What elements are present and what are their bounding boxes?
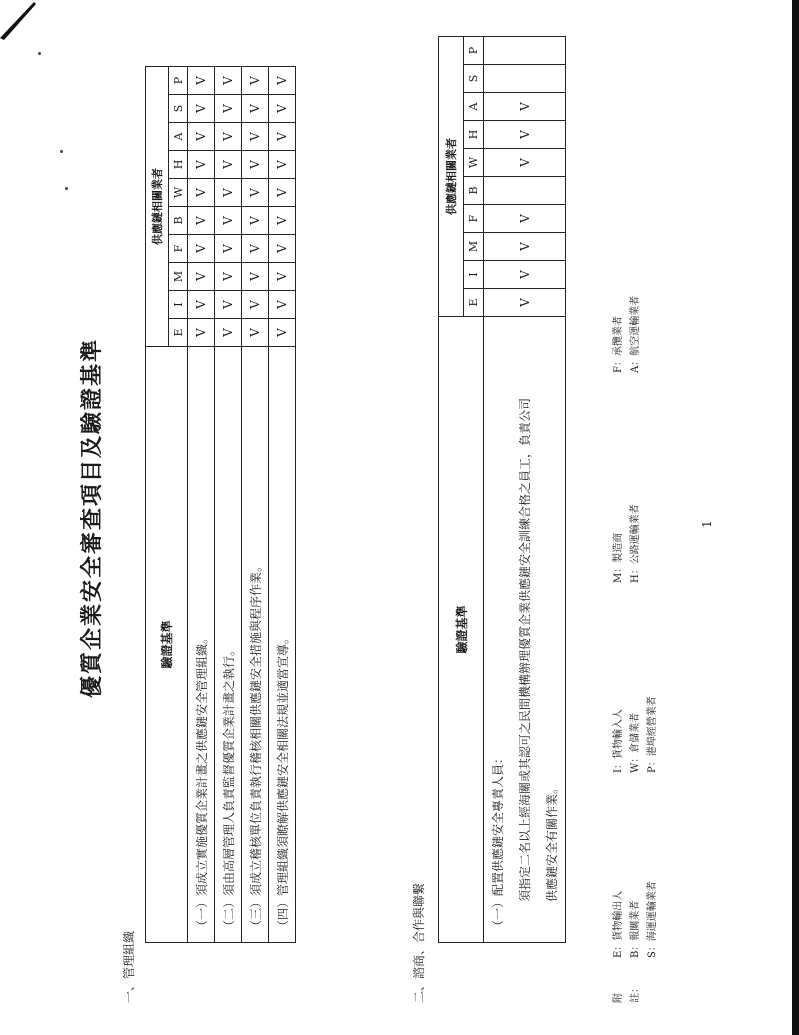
group-header: 供應鏈相關業者 — [145, 66, 168, 346]
column-header-w: W — [168, 178, 187, 206]
group-header: 供應鏈相關業者 — [438, 36, 463, 316]
table-row — [187, 66, 214, 942]
check-cell: V — [214, 122, 241, 150]
check-cell: V — [187, 318, 214, 346]
note-item: B：報關業者 — [629, 900, 641, 958]
check-cell: V — [483, 288, 565, 316]
column-header-e: E — [168, 318, 187, 346]
criterion-text: （三）須成立稽核單位負責執行稽核相關供應鏈安全措施與程序作業。 — [241, 346, 268, 942]
column-header-i: I — [463, 260, 483, 288]
check-cell: V — [483, 204, 565, 232]
check-cell: V — [214, 318, 241, 346]
note-item: M：製造商 — [612, 532, 624, 583]
note-item: E：貨物輸出人 — [612, 890, 624, 958]
page-title: 優質企業安全審查項目及驗證基準 — [78, 337, 105, 698]
page-number: 1 — [699, 519, 714, 528]
column-header-m: M — [463, 232, 483, 260]
check-cell: V — [483, 120, 565, 148]
column-header-w: W — [463, 148, 483, 176]
table-row — [241, 66, 268, 942]
check-cell: V — [268, 262, 295, 290]
criteria-header: 驗證基準 — [145, 346, 187, 942]
check-cell: V — [214, 290, 241, 318]
check-cell: V — [241, 150, 268, 178]
section2-table — [438, 36, 566, 943]
column-header-a: A — [463, 92, 483, 120]
check-cell: V — [187, 66, 214, 94]
check-cell: V — [187, 178, 214, 206]
check-cell — [483, 64, 565, 92]
check-cell: V — [214, 262, 241, 290]
criterion-text: （二）須由高層管理人負責監督優質企業計畫之執行。 — [214, 346, 241, 942]
column-header-a: A — [168, 122, 187, 150]
check-cell: V — [268, 206, 295, 234]
column-header-f: F — [463, 204, 483, 232]
column-header-e: E — [463, 288, 483, 316]
note-item: H：公路運輸業者 — [629, 503, 641, 583]
check-cell: V — [241, 290, 268, 318]
column-header-b: B — [168, 206, 187, 234]
column-header-f: F — [168, 234, 187, 262]
criterion-text: （一）須成立實施優質企業計畫之供應鏈安全管理組織。 — [187, 346, 214, 942]
check-cell: V — [214, 66, 241, 94]
section2-heading: 二、諮商、合作與聯繫 — [411, 882, 426, 1003]
note-item: S：海運運輸業者 — [646, 880, 658, 958]
check-cell: V — [483, 232, 565, 260]
column-header-h: H — [463, 120, 483, 148]
check-cell: V — [214, 178, 241, 206]
check-cell: V — [241, 122, 268, 150]
check-cell: V — [241, 206, 268, 234]
check-cell: V — [241, 318, 268, 346]
check-cell: V — [187, 290, 214, 318]
notes-column — [610, 613, 661, 773]
check-cell: V — [483, 148, 565, 176]
criteria-header: 驗證基準 — [438, 316, 483, 942]
notes-column — [610, 213, 644, 373]
column-header-p: P — [168, 66, 187, 94]
column-header-s: S — [463, 64, 483, 92]
check-cell: V — [187, 94, 214, 122]
check-cell — [483, 36, 565, 64]
check-cell: V — [268, 94, 295, 122]
criterion-text: 供應鏈安全有關作業。 — [538, 316, 566, 942]
column-header-b: B — [463, 176, 483, 204]
note-item: F：承攬業者 — [612, 315, 624, 373]
check-cell: V — [241, 234, 268, 262]
check-cell: V — [241, 178, 268, 206]
check-cell: V — [268, 234, 295, 262]
column-header-i: I — [168, 290, 187, 318]
section1-table — [145, 66, 296, 943]
section1-heading: 一、管理組織 — [121, 930, 136, 1003]
criterion-text: （四）管理組織須瞭解供應鏈安全相關法規並適當宣導。 — [268, 346, 295, 942]
notes-label: 附註： — [612, 982, 641, 1003]
note-item: I：貨物輸入人 — [612, 708, 624, 773]
criterion-text: 須指定二名以上經海關或其認可之民間機構辦理優質企業供應鏈安全訓練合格之員工，負責公司 — [511, 316, 538, 942]
column-header-s: S — [168, 94, 187, 122]
check-cell: V — [214, 150, 241, 178]
check-cell — [483, 176, 565, 204]
check-cell: V — [268, 290, 295, 318]
check-cell: V — [268, 178, 295, 206]
check-cell: V — [214, 206, 241, 234]
check-cell: V — [241, 94, 268, 122]
check-cell: V — [241, 262, 268, 290]
column-header-m: M — [168, 262, 187, 290]
check-cell: V — [483, 92, 565, 120]
table-row — [268, 66, 295, 942]
criterion-text: （一）配置供應鏈安全專責人員： — [483, 316, 511, 942]
check-cell: V — [214, 234, 241, 262]
check-cell: V — [187, 206, 214, 234]
column-header-p: P — [463, 36, 483, 64]
table-row — [214, 66, 241, 942]
column-header-h: H — [168, 150, 187, 178]
check-cell: V — [268, 66, 295, 94]
check-cell: V — [187, 234, 214, 262]
check-cell: V — [187, 150, 214, 178]
note-item: A：航空運輸業者 — [629, 295, 641, 373]
check-cell: V — [483, 260, 565, 288]
check-cell: V — [268, 122, 295, 150]
check-cell: V — [187, 262, 214, 290]
scan-corner-mark — [0, 0, 40, 40]
note-item: P：港埠經營業者 — [646, 695, 658, 773]
note-item: W：倉儲業者 — [629, 712, 641, 773]
check-cell: V — [268, 150, 295, 178]
check-cell: V — [214, 94, 241, 122]
check-cell: V — [268, 318, 295, 346]
notes-column — [610, 423, 644, 583]
check-cell: V — [241, 66, 268, 94]
rotated-page — [40, 18, 760, 1018]
scan-edge-right — [792, 0, 799, 1035]
notes-column — [610, 798, 661, 958]
table-row — [483, 36, 511, 942]
check-cell: V — [187, 122, 214, 150]
